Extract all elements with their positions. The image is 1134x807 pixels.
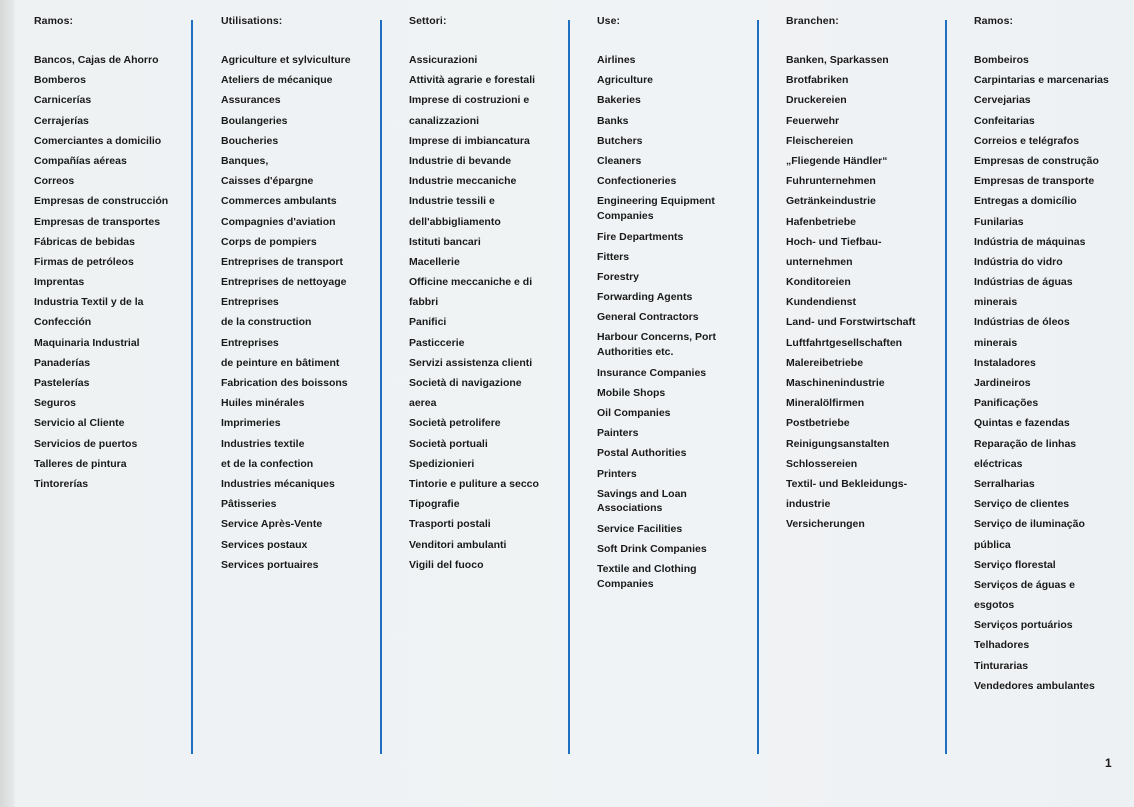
list-item: Servicio al Cliente xyxy=(34,417,125,430)
column-header: Ramos: xyxy=(34,15,74,27)
list-item: Funilarias xyxy=(974,215,1024,228)
list-item: Mineralölfirmen xyxy=(786,397,865,410)
list-item: Feuerwehr xyxy=(786,114,840,127)
list-item: Konditoreien xyxy=(786,276,851,289)
list-item: Comerciantes a domicilio xyxy=(34,134,162,147)
list-item: Serviços portuários xyxy=(974,619,1073,632)
list-item: Industrie di bevande xyxy=(409,154,512,167)
list-item: Empresas de transportes xyxy=(34,215,161,228)
list-item: Industries textile xyxy=(221,437,305,450)
list-item: Jardineiros xyxy=(974,377,1031,389)
list-item: Panificações xyxy=(974,397,1039,410)
list-item: Kundendienst xyxy=(786,296,856,309)
list-item: Mobile Shops xyxy=(597,386,666,399)
list-item: Fitters xyxy=(597,250,630,263)
list-item: Insurance Companies xyxy=(597,366,707,379)
list-item: Società petrolifere xyxy=(409,417,501,430)
list-item: Bakeries xyxy=(597,94,641,107)
column-list xyxy=(974,53,1109,699)
list-item: Carnicerías xyxy=(34,94,92,107)
list-item: Banques, xyxy=(221,154,269,167)
list-item: Soft Drink Companies xyxy=(597,543,707,556)
list-item: Brotfabriken xyxy=(786,74,849,87)
list-item: Serviço florestal xyxy=(974,558,1056,571)
list-item: Istituti bancari xyxy=(409,235,481,248)
list-item: Cervejarias xyxy=(974,94,1031,107)
list-item: Società portuali xyxy=(409,437,488,450)
list-item: Officine meccaniche e di xyxy=(409,276,533,289)
list-item: Indústria de máquinas xyxy=(974,235,1086,248)
list-item: Harbour Concerns, Port Authorities etc. xyxy=(597,331,717,358)
list-item: Imprese di costruzioni e xyxy=(409,94,530,107)
column-list xyxy=(786,53,916,538)
list-item: pública xyxy=(974,538,1011,551)
column-list xyxy=(34,53,168,497)
list-item: Textil- und Bekleidungs- xyxy=(786,477,908,490)
list-item: Fuhrunternehmen xyxy=(786,175,876,188)
list-item: Painters xyxy=(597,427,639,440)
list-item: Butchers xyxy=(597,134,643,147)
list-item: Tipografie xyxy=(409,498,460,511)
list-item: fabbri xyxy=(409,296,439,309)
list-item: Talleres de pintura xyxy=(34,457,127,470)
list-item: Cleaners xyxy=(597,154,642,167)
list-item: industrie xyxy=(786,498,831,511)
list-item: Maschinenindustrie xyxy=(786,377,885,389)
list-item: Carpintarias e marcenarias xyxy=(974,74,1109,87)
list-item: Panifici xyxy=(409,316,447,329)
list-item: Assurances xyxy=(221,94,281,107)
list-item: Druckereien xyxy=(786,94,847,107)
list-item: Pasticcerie xyxy=(409,336,465,349)
list-item: Caisses d'épargne xyxy=(221,175,314,188)
list-item: Imprimeries xyxy=(221,417,281,430)
column-divider xyxy=(191,20,193,754)
list-item: Reparação de linhas xyxy=(974,437,1077,450)
list-item: Tintorerías xyxy=(34,477,89,490)
column-header: Settori: xyxy=(409,15,447,27)
list-item: Fábricas de bebidas xyxy=(34,235,135,248)
list-item: Pâtisseries xyxy=(221,498,277,511)
list-item: Huiles minérales xyxy=(221,397,305,410)
list-item: Entreprises de nettoyage xyxy=(221,276,347,289)
list-item: Tintorie e puliture a secco xyxy=(409,477,539,490)
page-number: 1 xyxy=(1105,756,1112,770)
list-item: Vendedores ambulantes xyxy=(974,679,1095,692)
list-item: Imprentas xyxy=(34,276,85,289)
list-item: et de la confection xyxy=(221,457,314,470)
list-item: Quintas e fazendas xyxy=(974,417,1070,430)
list-item: Serviços de águas e xyxy=(974,578,1075,591)
list-item: Fleischereien xyxy=(786,134,854,147)
list-item: Empresas de construcción xyxy=(34,195,169,208)
list-item: Indústrias de óleos xyxy=(974,316,1070,329)
list-item: Printers xyxy=(597,467,637,480)
list-item: Forestry xyxy=(597,270,640,283)
list-item: Fire Departments xyxy=(597,230,684,243)
list-item: Compañías aéreas xyxy=(34,154,127,167)
list-item: Imprese di imbiancatura xyxy=(409,134,530,147)
list-item: Confección xyxy=(34,316,92,329)
list-item: Panaderías xyxy=(34,356,91,369)
list-item: Seguros xyxy=(34,397,77,410)
list-item: Commerces ambulants xyxy=(221,195,337,208)
list-item: Servicios de puertos xyxy=(34,437,138,450)
list-item: Correos xyxy=(34,175,75,188)
list-item: Textile and Clothing Companies xyxy=(597,563,697,590)
list-item: eléctricas xyxy=(974,457,1023,470)
list-item: Boucheries xyxy=(221,134,279,147)
list-item: Forwarding Agents xyxy=(597,291,693,304)
list-item: Empresas de transporte xyxy=(974,175,1095,188)
list-item: Agriculture xyxy=(597,74,654,87)
list-item: de la construction xyxy=(221,316,312,329)
list-item: Vigili del fuoco xyxy=(409,558,484,571)
column-list xyxy=(597,53,727,598)
list-item: unternehmen xyxy=(786,255,853,268)
list-item: Banks xyxy=(597,114,629,127)
list-item: esgotos xyxy=(974,599,1015,612)
list-item: Serviço de clientes xyxy=(974,498,1070,511)
list-item: Services portuaires xyxy=(221,558,319,571)
column-header: Branchen: xyxy=(786,15,839,27)
list-item: Entreprises xyxy=(221,336,279,349)
list-item: Agriculture et sylviculture xyxy=(221,54,351,66)
list-item: Servizi assistenza clienti xyxy=(409,356,533,369)
list-item: General Contractors xyxy=(597,311,699,324)
list-item: Correios e telégrafos xyxy=(974,134,1080,147)
list-item: Cerrajerías xyxy=(34,114,89,127)
list-item: Attività agrarie e forestali xyxy=(409,74,536,87)
list-item: dell'abbigliamento xyxy=(409,215,501,228)
list-item: Indústrias de águas xyxy=(974,276,1073,289)
list-item: Entregas a domicílio xyxy=(974,195,1077,208)
list-item: Corps de pompiers xyxy=(221,235,317,248)
list-item: de peinture en bâtiment xyxy=(221,356,340,369)
list-item: Indústria do vidro xyxy=(974,255,1063,268)
list-item: Postal Authorities xyxy=(597,447,687,460)
list-item: Hafenbetriebe xyxy=(786,215,857,228)
list-item: Instaladores xyxy=(974,356,1036,369)
column-list xyxy=(409,53,539,578)
list-item: minerais xyxy=(974,296,1018,309)
list-item: Savings and Loan Associations xyxy=(597,487,687,515)
list-item: Spedizionieri xyxy=(409,457,475,470)
list-item: Engineering Equipment Companies xyxy=(597,195,715,222)
list-item: Industria Textil y de la xyxy=(34,296,144,309)
list-item: Confeitarias xyxy=(974,114,1035,127)
list-item: Schlossereien xyxy=(786,457,858,470)
list-item: Banken, Sparkassen xyxy=(786,54,889,66)
list-item: Airlines xyxy=(597,54,636,66)
column-divider xyxy=(945,20,947,754)
list-item: Industrie meccaniche xyxy=(409,175,517,188)
list-item: Hoch- und Tiefbau- xyxy=(786,235,882,248)
list-item: Service Après-Vente xyxy=(221,518,323,531)
list-item: Industries mécaniques xyxy=(221,477,335,490)
list-item: Postbetriebe xyxy=(786,417,850,430)
list-item: Serralharias xyxy=(974,477,1035,490)
list-item: Firmas de petróleos xyxy=(34,255,134,268)
list-item: Oil Companies xyxy=(597,407,671,419)
list-item: Empresas de construção xyxy=(974,154,1099,167)
list-item: Versicherungen xyxy=(786,518,865,531)
list-item: Malereibetriebe xyxy=(786,356,864,369)
list-item: Services postaux xyxy=(221,538,308,551)
column-header: Use: xyxy=(597,15,621,27)
list-item: Telhadores xyxy=(974,639,1030,652)
list-item: Industrie tessili e xyxy=(409,195,495,208)
list-item: Tinturarias xyxy=(974,659,1029,672)
list-item: Pastelerías xyxy=(34,377,90,389)
list-item: Luftfahrtgesellschaften xyxy=(786,336,903,349)
list-item: Società di navigazione xyxy=(409,377,522,389)
list-item: Trasporti postali xyxy=(409,518,491,531)
list-item: Macellerie xyxy=(409,255,460,268)
list-item: Serviço de iluminação xyxy=(974,518,1085,531)
list-item: minerais xyxy=(974,336,1018,349)
list-item: Bancos, Cajas de Ahorro xyxy=(34,54,159,66)
column-list xyxy=(221,53,351,578)
list-item: Bombeiros xyxy=(974,54,1029,66)
list-item: Fabrication des boissons xyxy=(221,377,348,389)
column-divider xyxy=(568,20,570,754)
list-item: Land- und Forstwirtschaft xyxy=(786,316,916,329)
list-item: Reinigungsanstalten xyxy=(786,437,890,450)
column-header: Utilisations: xyxy=(221,15,283,27)
list-item: Maquinaria Industrial xyxy=(34,336,140,349)
list-item: Service Facilities xyxy=(597,522,683,535)
list-item: Bomberos xyxy=(34,74,86,87)
list-item: Getränkeindustrie xyxy=(786,195,876,208)
list-item: Ateliers de mécanique xyxy=(221,74,333,87)
list-item: Assicurazioni xyxy=(409,54,478,66)
binding-edge xyxy=(0,0,14,807)
list-item: Entreprises de transport xyxy=(221,255,343,268)
list-item: Venditori ambulanti xyxy=(409,538,507,551)
list-item: Compagnies d'aviation xyxy=(221,215,336,228)
column-divider xyxy=(380,20,382,754)
list-item: „Fliegende Händler“ xyxy=(786,154,888,167)
list-item: aerea xyxy=(409,397,437,410)
list-item: canalizzazioni xyxy=(409,114,480,127)
list-item: Boulangeries xyxy=(221,114,288,127)
column-header: Ramos: xyxy=(974,15,1014,27)
list-item: Entreprises xyxy=(221,296,279,309)
list-item: Confectioneries xyxy=(597,175,677,188)
column-divider xyxy=(757,20,759,754)
